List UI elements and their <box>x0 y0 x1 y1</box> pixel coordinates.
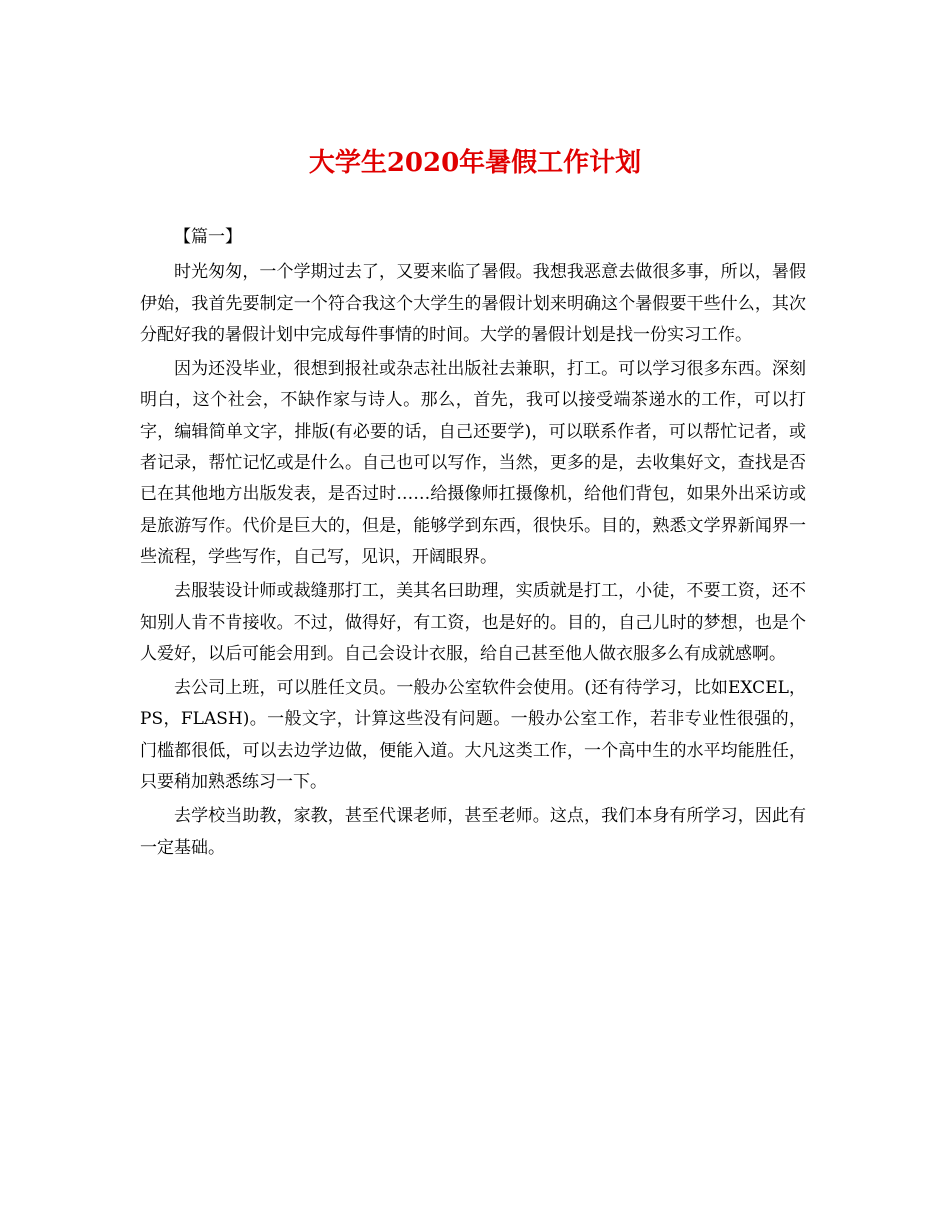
document-title: 大学生2020年暑假工作计划 <box>308 148 642 178</box>
document-body <box>140 222 806 867</box>
paragraph: 去学校当助教，家教，甚至代课老师，甚至老师。这点，我们本身有所学习，因此有一定基础。 <box>140 806 806 858</box>
paragraph: 去公司上班，可以胜任文员。一般办公室软件会使用。(还有待学习，比如EXCEL，PS，FLASH)。一般文字，计算这些没有问题。一般办公室工作，若非专业性很强的，门槛都很低，可以去边学边做，便能入道。大凡这类工作，一个高中生的水平均能胜任，只要稍加熟悉练习一下。 <box>140 678 806 793</box>
paragraph: 时光匆匆，一个学期过去了，又要来临了暑假。我想我恶意去做很多事，所以，暑假伊始，我首先要制定一个符合我这个大学生的暑假计划来明确这个暑假要干些什么，其次分配好我的暑假计划中完成每件事情的时间。大学的暑假计划是找一份实习工作。 <box>140 262 806 345</box>
section-label: 【篇一】 <box>174 227 242 247</box>
paragraph: 去服装设计师或裁缝那打工，美其名曰助理，实质就是打工，小徒，不要工资，还不知别人肯不肯接收。不过，做得好，有工资，也是好的。目的，自己儿时的梦想，也是个人爱好，以后可能会用到。自己会设计衣服，给自己甚至他人做衣服多么有成就感啊。 <box>140 581 806 664</box>
paragraph: 因为还没毕业，很想到报社或杂志社出版社去兼职，打工。可以学习很多东西。深刻明白，这个社会，不缺作家与诗人。那么，首先，我可以接受端茶递水的工作，可以打字，编辑简单文字，排版(有必要的话，自己还要学)，可以联系作者，可以帮忙记者，或者记录，帮忙记忆或是什么。自己也可以写作，当然，更多的是，去收集好文，查找是否已在其他地方出版发表，是否过时……给摄像师扛摄像机，给他们背包，如果外出采访或是旅游写作。代价是巨大的，但是，能够学到东西，很快乐。目的，熟悉文学界新闻界一些流程，学些写作，自己写，见识，开阔眼界。 <box>140 359 806 567</box>
